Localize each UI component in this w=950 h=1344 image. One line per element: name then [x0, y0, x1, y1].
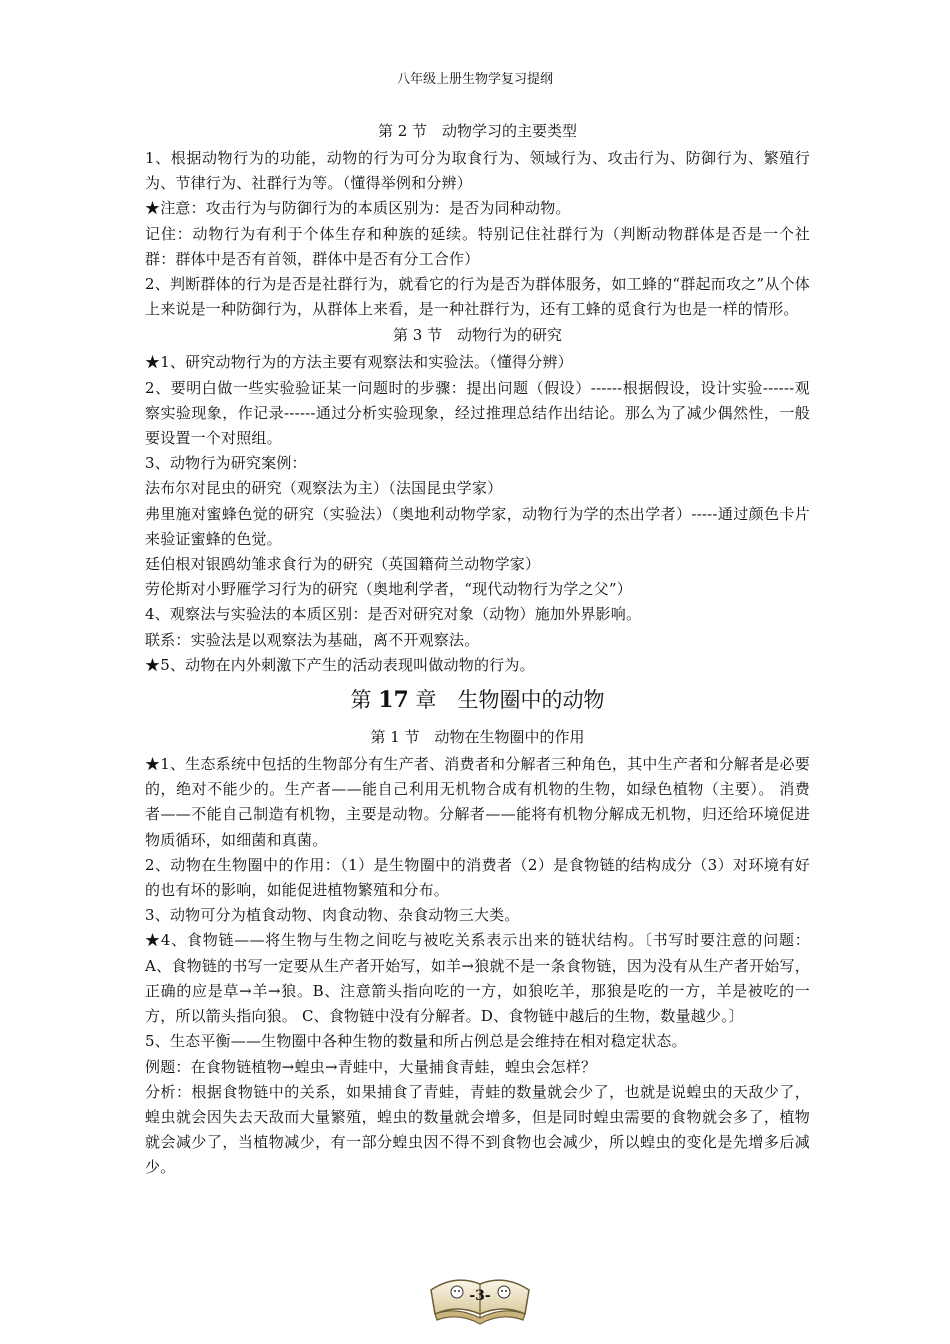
paragraph: 5、生态平衡——生物圈中各种生物的数量和所占例总是会维持在相对稳定状态。 — [145, 1032, 687, 1051]
paragraph: 2、判断群体的行为是否是社群行为，就看它的行为是否为群体服务，如工蜂的“群起而攻之”从个体上来说是一种防御行为，从群体上来看，是一种社群行为，还有工蜂的觅食行为也是一样的情形。 — [145, 275, 810, 319]
paragraph: ★1、生态系统中包括的生物部分有生产者、消费者和分解者三种角色，其中生产者和分解者是必要的，绝对不能少的。生产者——能自己利用无机物合成有机物的生物，如绿色植物（主要）。 消费者——不能自己制造有机物，主要是动物。分解者——能将有机物分解成无机物，归还给环境促进物质循环，如细菌和真菌。 — [145, 755, 810, 849]
page-number: -3- — [469, 1288, 491, 1304]
section-3-body — [145, 350, 810, 678]
chapter-suffix: 章 生物圈中的动物 — [408, 688, 605, 713]
paragraph: ★4、食物链——将生物与生物之间吃与被吃关系表示出来的链状结构。〔书写时要注意的问题：A、食物链的书写一定要从生产者开始写，如羊→狼就不是一条食物链，因为没有从生产者开始写，正确的应是草→羊→狼。B、注意箭头指向吃的一方，如狼吃羊，那狼是吃的一方，羊是被吃的一方，所以箭头指向狼。 C、食物链中没有分解者。D、食物链中越后的生物，数量越少。〕 — [145, 931, 810, 1026]
paragraph: 例题：在食物链植物→蝗虫→青蛙中，大量捕食青蛙，蝗虫会怎样？ — [145, 1057, 597, 1076]
paragraph: ★注意：攻击行为与防御行为的本质区别为：是否为同种动物。 — [145, 199, 571, 218]
section-3-title: 第 3 节 动物行为的研究 — [392, 326, 563, 345]
paragraph: 2、要明白做一些实验验证某一问题时的步骤：提出问题（假设）------根据假设，设计实验------观察实验现象，作记录------通过分析实验现象，经过推理总结作出结论。那么为了减少偶然性，一般要设置一个对照组。 — [145, 378, 810, 448]
paragraph: 联系：实验法是以观察法为基础，离不开观察法。 — [145, 630, 480, 649]
paragraph: 4、观察法与实验法的本质区别：是否对研究对象（动物）施加外界影响。 — [145, 605, 642, 624]
paragraph: 1、根据动物行为的功能，动物的行为可分为取食行为、领域行为、攻击行为、防御行为、繁殖行为、节律行为、社群行为等。（懂得举例和分辨） — [145, 149, 810, 193]
paragraph: 法布尔对昆虫的研究（观察法为主）（法国昆虫学家） — [145, 479, 503, 498]
paragraph: 3、动物可分为植食动物、肉食动物、杂食动物三大类。 — [145, 906, 520, 925]
chapter-number: 17 — [378, 687, 409, 714]
chapter-title — [145, 680, 810, 720]
page-header: 八年级上册生物学复习提纲 — [396, 72, 553, 87]
paragraph: 廷伯根对银鸥幼雏求食行为的研究（英国籍荷兰动物学家） — [145, 555, 541, 574]
paragraph: 分析：根据食物链中的关系，如果捕食了青蛙，青蛙的数量就会少了，也就是说蝗虫的天敌少了，蝗虫就会因失去天敌而大量繁殖，蝗虫的数量就会增多，但是同时蝗虫需要的食物就会多了，植物就会减少了，当植物减少，有一部分蝗虫因不得不到食物也会减少，所以蝗虫的变化是先增多后减少。 — [145, 1082, 810, 1177]
section-1-title: 第 1 节 动物在生物圈中的作用 — [370, 728, 585, 747]
section-2-body — [145, 146, 810, 322]
page-footer — [425, 1268, 535, 1330]
paragraph: 劳伦斯对小野雁学习行为的研究（奥地利学者，“现代动物行为学之父”） — [145, 580, 632, 599]
section-2-title: 第 2 节 动物学习的主要类型 — [377, 122, 578, 140]
paragraph: 3、动物行为研究案例： — [145, 454, 307, 473]
paragraph: ★1、研究动物行为的方法主要有观察法和实验法。（懂得分辨） — [145, 353, 573, 372]
paragraph: 记住：动物行为有利于个体生存和种族的延续。特别记住社群行为（判断动物群体是否是一个社群：群体中是否有首领，群体中是否有分工合作） — [145, 224, 810, 268]
chapter-prefix: 第 — [350, 688, 379, 713]
open-book-icon — [425, 1268, 535, 1330]
section-1-body — [145, 752, 810, 1180]
paragraph: 弗里施对蜜蜂色觉的研究（实验法）（奥地利动物学家，动物行为学的杰出学者）-----通过颜色卡片来验证蜜蜂的色觉。 — [145, 504, 810, 548]
paragraph: ★5、动物在内外刺激下产生的活动表现叫做动物的行为。 — [145, 655, 535, 674]
document-body — [145, 118, 810, 1181]
paragraph: 2、动物在生物圈中的作用：（1）是生物圈中的消费者（2）是食物链的结构成分（3）对环境有好的也有坏的影响，如能促进植物繁殖和分布。 — [145, 855, 810, 900]
